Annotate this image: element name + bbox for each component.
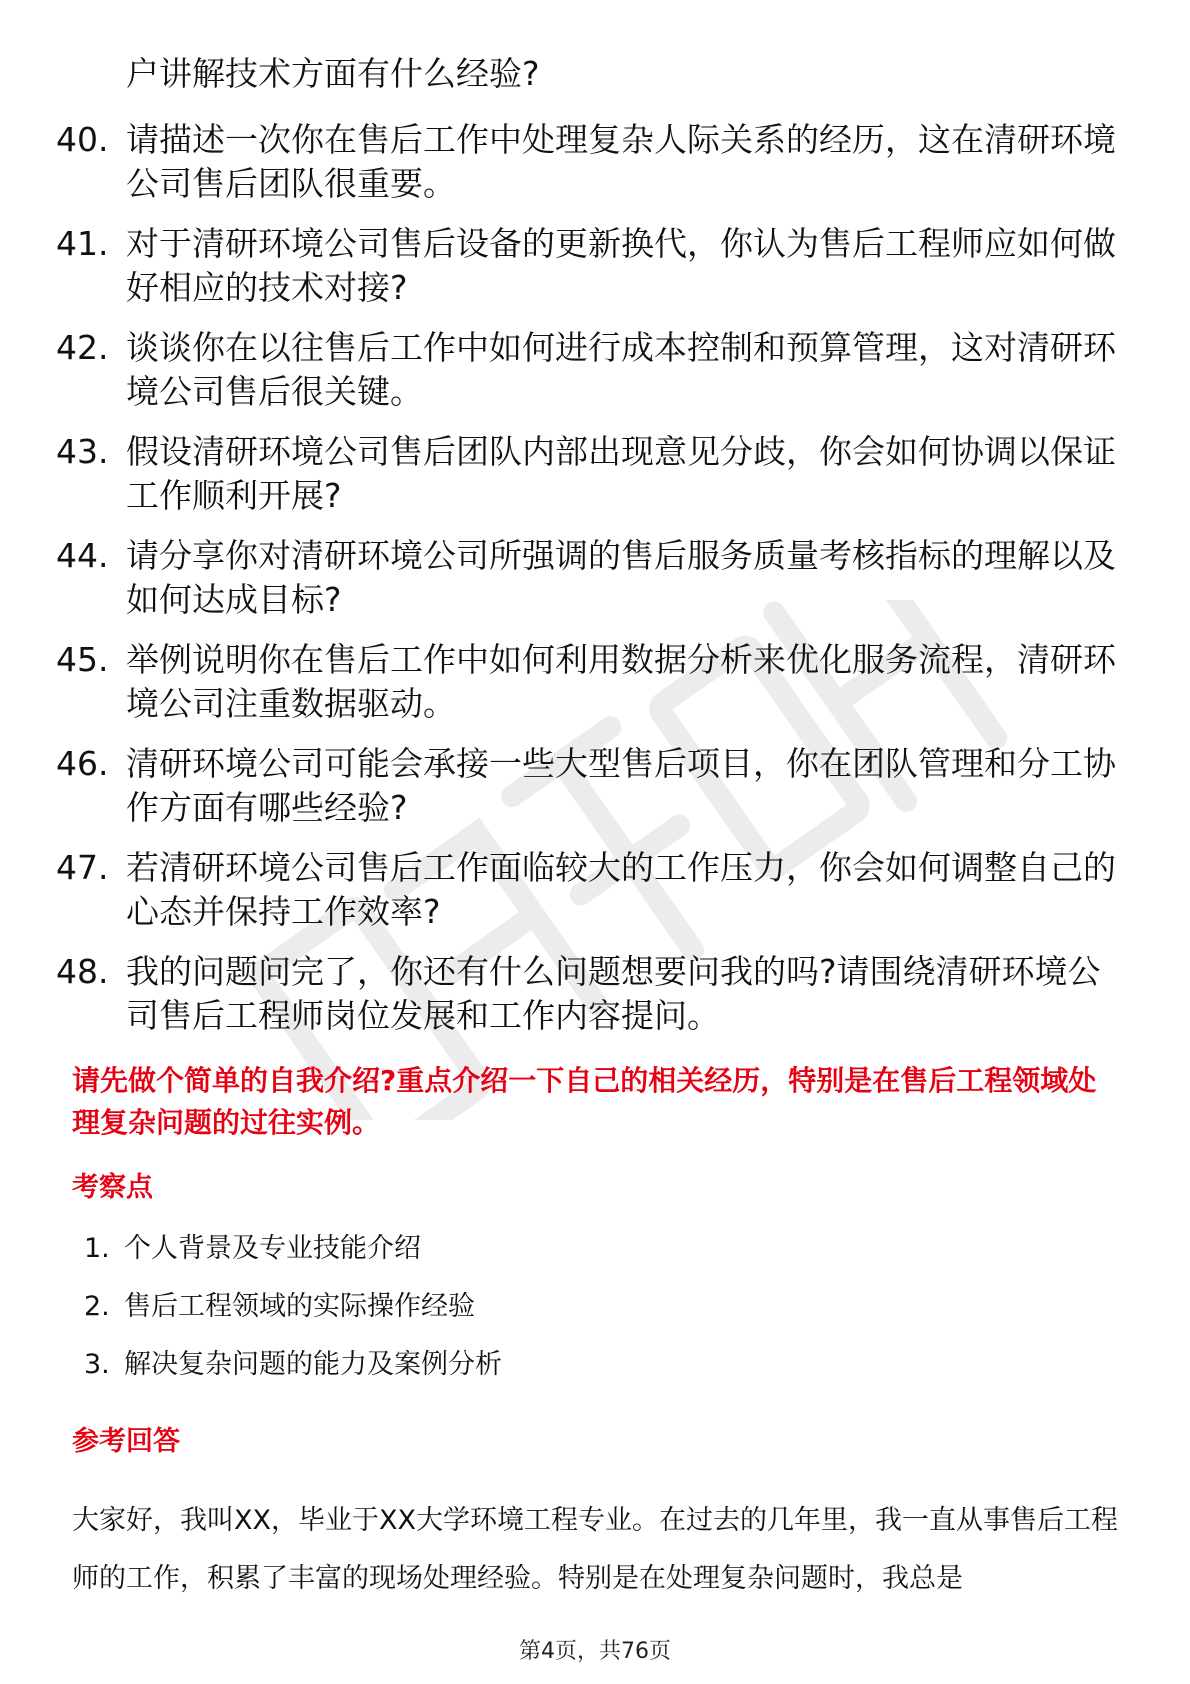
question-number: 46. bbox=[56, 744, 109, 783]
question-list bbox=[56, 118, 1136, 1054]
question-text: 举例说明你在售后工作中如何利用数据分析来优化服务流程，清研环境公司注重数据驱动。 bbox=[126, 640, 1116, 723]
question-item bbox=[56, 222, 1136, 326]
question-item bbox=[56, 326, 1136, 430]
page-footer: 第4页，共76页 bbox=[519, 1639, 671, 1664]
question-item bbox=[56, 742, 1136, 846]
question-item bbox=[56, 534, 1136, 638]
question-text: 请描述一次你在售后工作中处理复杂人际关系的经历，这在清研环境公司售后团队很重要。 bbox=[126, 120, 1116, 203]
question-number: 44. bbox=[56, 536, 109, 575]
question-item bbox=[56, 950, 1136, 1054]
question-number: 40. bbox=[56, 120, 109, 159]
question-text: 若清研环境公司售后工作面临较大的工作压力，你会如何调整自己的心态并保持工作效率? bbox=[126, 848, 1116, 931]
key-point-number: 2. bbox=[84, 1291, 110, 1322]
key-point-number: 3. bbox=[84, 1349, 110, 1380]
question-number: 43. bbox=[56, 432, 109, 471]
featured-question: 请先做个简单的自我介绍?重点介绍一下自己的相关经历，特别是在售后工程领域处理复杂问题的过往实例。 bbox=[72, 1064, 1097, 1139]
question-text: 假设清研环境公司售后团队内部出现意见分歧，你会如何协调以保证工作顺利开展? bbox=[126, 432, 1116, 515]
continued-question-text: 户讲解技术方面有什么经验? bbox=[126, 54, 540, 93]
key-point-text: 售后工程领域的实际操作经验 bbox=[124, 1291, 475, 1322]
question-number: 45. bbox=[56, 640, 109, 679]
question-number: 41. bbox=[56, 224, 109, 263]
question-text: 我的问题问完了，你还有什么问题想要问我的吗?请围绕清研环境公司售后工程师岗位发展和工作内容提问。 bbox=[126, 952, 1101, 1035]
key-point-number: 1. bbox=[84, 1233, 110, 1264]
key-points-heading: 考察点 bbox=[72, 1172, 153, 1203]
key-point-text: 解决复杂问题的能力及案例分析 bbox=[124, 1349, 502, 1380]
key-point-text: 个人背景及专业技能介绍 bbox=[124, 1233, 421, 1264]
question-item bbox=[56, 846, 1136, 950]
question-item bbox=[56, 430, 1136, 534]
question-number: 47. bbox=[56, 848, 109, 887]
question-text: 请分享你对清研环境公司所强调的售后服务质量考核指标的理解以及如何达成目标? bbox=[126, 536, 1116, 619]
question-text: 清研环境公司可能会承接一些大型售后项目，你在团队管理和分工协作方面有哪些经验? bbox=[126, 744, 1116, 827]
question-item bbox=[56, 118, 1136, 222]
question-text: 对于清研环境公司售后设备的更新换代，你认为售后工程师应如何做好相应的技术对接? bbox=[126, 224, 1116, 307]
question-text: 谈谈你在以往售后工作中如何进行成本控制和预算管理，这对清研环境公司售后很关键。 bbox=[126, 328, 1116, 411]
question-number: 42. bbox=[56, 328, 109, 367]
reference-answer-heading: 参考回答 bbox=[72, 1426, 180, 1457]
question-number: 48. bbox=[56, 952, 109, 991]
question-item bbox=[56, 638, 1136, 742]
reference-answer-text: 大家好，我叫XX，毕业于XX大学环境工程专业。在过去的几年里，我一直从事售后工程师的工作，积累了丰富的现场处理经验。特别是在处理复杂问题时，我总是 bbox=[72, 1505, 1118, 1594]
